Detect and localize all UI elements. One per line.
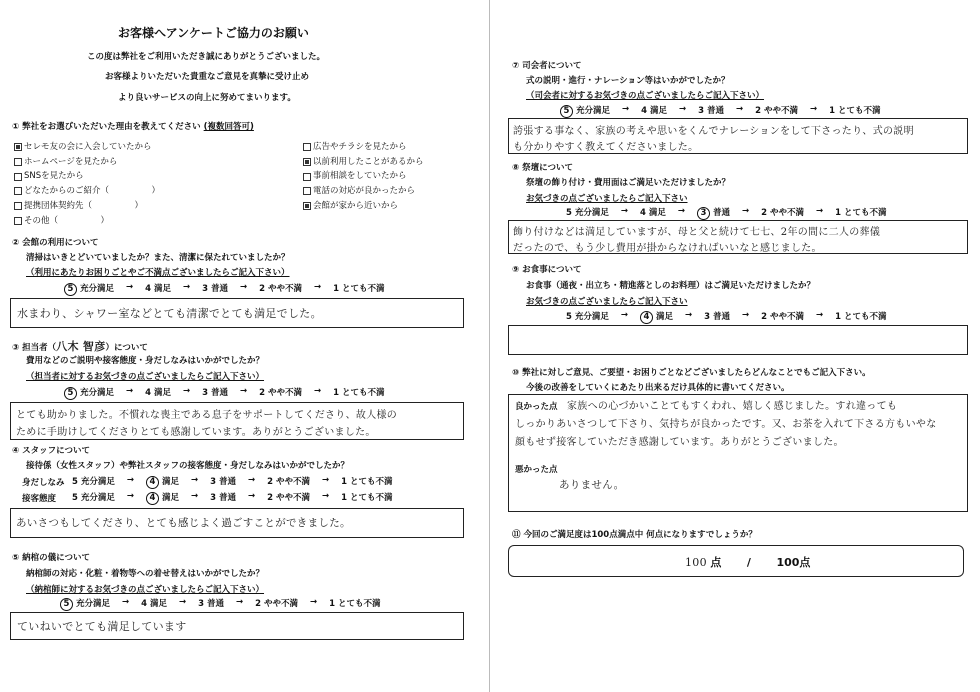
arrow: →	[684, 310, 693, 320]
arrow: →	[735, 104, 744, 114]
intro-line-1: この度は弊社をご利用いただき誠にありがとうございました。	[87, 52, 326, 62]
checkbox[interactable]	[303, 143, 311, 151]
q3-title: ③ 担当者（八木 智彦）について	[12, 340, 148, 353]
q3-answer-line-1: とても助かりました。不慣れな喪主である息子をサポートしてくださり、故人様の	[16, 410, 398, 421]
q8-title: ⑧ 祭壇について	[512, 163, 573, 173]
q7-question: 式の説明・進行・ナレーション等はいかがでしたか？	[526, 76, 730, 86]
bad-points-answer: ありません。	[559, 479, 625, 491]
scale-1[interactable]: 1 とても不満	[341, 477, 393, 487]
scale-5[interactable]: 5 充分満足	[72, 493, 115, 503]
q1-title	[12, 120, 254, 132]
arrow: →	[247, 491, 256, 501]
q11-title: ⑪ 今回のご満足度は100点満点中 何点になりますでしょうか？	[512, 530, 757, 540]
scale-4-selected[interactable]: 4 満足	[146, 475, 179, 489]
q7-scale	[560, 104, 880, 118]
q2-answer-box[interactable]	[10, 298, 464, 328]
q8-question: 祭壇の飾り付け・費用面はご満足いただけましたか？	[526, 178, 731, 188]
q9-instruction: お気づきの点ございましたらご記入下さい	[526, 297, 688, 307]
arrow: →	[309, 597, 318, 607]
checkbox-checked[interactable]	[14, 143, 22, 151]
q4-attitude-scale	[72, 491, 392, 505]
scale-1[interactable]: 1 とても不満	[835, 208, 887, 218]
scale-3[interactable]: 3 普通	[210, 493, 236, 503]
scale-3[interactable]: 3 普通	[202, 388, 228, 398]
score-value: 100	[685, 556, 707, 569]
scale-2[interactable]: 2 やや不満	[267, 477, 310, 487]
q5-instruction: （納棺師に対するお気づきの点ございましたらご記入下さい）	[26, 585, 265, 595]
selection-circle-icon: 5	[64, 283, 77, 296]
arrow: →	[677, 206, 685, 216]
arrow: →	[121, 597, 130, 607]
selection-circle-icon: 5	[64, 387, 77, 400]
scale-5[interactable]: 5 充分満足	[566, 208, 609, 218]
scale-4[interactable]: 4 満足	[640, 208, 666, 218]
arrow: →	[125, 386, 134, 396]
q3-instruction: （担当者に対するお気づきの点ございましたらご記入下さい）	[26, 372, 265, 382]
scale-2[interactable]: 2 やや不満	[761, 208, 804, 218]
q3-answer-box[interactable]	[10, 402, 464, 440]
checkbox[interactable]	[14, 217, 22, 225]
q8-instruction: お気づきの点ございましたらご記入下さい	[526, 194, 688, 204]
q4-title: ④ スタッフについて	[12, 446, 90, 456]
scale-3[interactable]: 3 普通	[704, 312, 730, 322]
scale-2[interactable]: 2 やや不満	[259, 284, 302, 294]
scale-5-selected[interactable]: 5 充分満足	[64, 282, 114, 296]
checkbox[interactable]	[14, 202, 22, 210]
arrow: →	[239, 386, 248, 396]
arrow: →	[182, 386, 191, 396]
selection-circle-icon: 4	[640, 311, 653, 324]
q5-answer-box[interactable]	[10, 612, 464, 640]
arrow: →	[621, 104, 630, 114]
scale-2[interactable]: 2 やや不満	[255, 599, 298, 609]
arrow: →	[313, 282, 322, 292]
q1-option[interactable]: 提携団体契約先（ ）	[14, 199, 160, 214]
q5-answer: ていねいでとても満足しています	[17, 620, 187, 633]
scale-5-selected[interactable]: 5 充分満足	[64, 386, 114, 400]
q1-option[interactable]: その他（ ）	[14, 214, 160, 229]
selection-circle-icon: 4	[146, 476, 159, 489]
arrow: →	[125, 282, 134, 292]
scale-4[interactable]: 4 満足	[641, 106, 667, 116]
scale-4[interactable]: 4 満足	[141, 599, 167, 609]
q3-scale	[64, 386, 384, 400]
scale-3[interactable]: 3 普通	[198, 599, 224, 609]
q1-option[interactable]: 会館が家から近いから	[303, 199, 424, 214]
q1-title-text: ① 弊社をお選びいただいた理由を教えてください	[12, 122, 201, 132]
q5-scale	[60, 597, 380, 611]
scale-1[interactable]: 1 とても不満	[333, 284, 385, 294]
q9-title: ⑨ お食事について	[512, 265, 582, 275]
scale-5[interactable]: 5 充分満足	[72, 477, 115, 487]
q9-answer-box[interactable]	[508, 325, 968, 355]
arrow: →	[190, 475, 199, 485]
scale-1[interactable]: 1 とても不満	[835, 312, 887, 322]
q7-instruction: （司会者に対するお気づきの点ございましたらご記入下さい）	[526, 91, 765, 101]
arrow: →	[815, 310, 824, 320]
q1-option[interactable]: ホームページを見たから	[14, 155, 160, 170]
checkbox[interactable]	[303, 187, 311, 195]
checkbox[interactable]	[303, 173, 311, 181]
scale-5[interactable]: 5 充分満足	[566, 312, 609, 322]
selection-circle-icon: 4	[146, 492, 159, 505]
bad-points-label: 悪かった点	[515, 465, 558, 475]
q8-answer-line-1: 飾り付けなどは満足していますが、母と父と続けて七七、2年の間に二人の葬儀	[513, 227, 881, 238]
q9-question: お食事（通夜・出立ち・精進落としのお料理）はご満足いただけましたか？	[526, 281, 816, 291]
q2-instruction: （利用にあたりお困りごとやご不満点ございましたらご記入下さい）	[26, 268, 290, 278]
q4-row-attitude-label: 接客態度	[22, 494, 57, 504]
checkbox[interactable]	[14, 173, 22, 181]
scale-1[interactable]: 1 とても不満	[329, 599, 381, 609]
q1-option[interactable]: 以前利用したことがあるから	[303, 155, 424, 170]
scale-3-selected[interactable]: 3 普通	[697, 206, 730, 220]
scale-4[interactable]: 4 満足	[145, 284, 171, 294]
q4-answer-box[interactable]	[10, 508, 464, 538]
good-points-label: 良かった点	[515, 402, 558, 412]
scale-4-selected[interactable]: 4 満足	[146, 491, 179, 505]
checkbox[interactable]	[14, 158, 22, 166]
good-points-line-3: 顔もせず接客していただき感謝しています。ありがとうございました。	[515, 437, 844, 448]
q5-title: ⑤ 納棺の儀について	[12, 553, 90, 563]
q1-option[interactable]: セレモ友の会に入会していたから	[14, 140, 160, 155]
scale-2[interactable]: 2 やや不満	[755, 106, 798, 116]
scale-3[interactable]: 3 普通	[202, 284, 228, 294]
q4-answer: あいさつもしてくださり、とても感じよく過ごすことができました。	[16, 517, 351, 529]
intro-line-2: お客様よりいただいた貴重なご意見を真摯に受け止め	[105, 72, 310, 82]
scale-2[interactable]: 2 やや不満	[267, 493, 310, 503]
q4-appearance-scale	[72, 475, 392, 489]
arrow: →	[126, 491, 134, 501]
good-points-line-2: しっかりあいさつして下さり、気持ちが良かったです。又、お茶を入れて下さる方もいやな	[515, 419, 937, 430]
score-slash: /	[746, 556, 751, 569]
q3-answer-line-2: ために手助けしてくださりとても感謝しています。ありがとうございました。	[16, 427, 376, 438]
selection-circle-icon: 5	[560, 105, 573, 118]
scale-4[interactable]: 4 満足	[145, 388, 171, 398]
score-max: 100点	[776, 556, 811, 569]
q1-option[interactable]: 事前相談をしていたから	[303, 169, 424, 184]
arrow: →	[239, 282, 248, 292]
arrow: →	[741, 206, 750, 216]
scale-5-selected[interactable]: 5 充分満足	[60, 597, 110, 611]
right-page	[490, 0, 980, 692]
arrow: →	[182, 282, 191, 292]
q9-scale	[566, 310, 886, 324]
intro-line-3: より良いサービスの向上に努めてまいります。	[118, 93, 296, 103]
q2-title: ② 会館の利用について	[12, 238, 99, 248]
q1-option[interactable]: 広告やチラシを見たから	[303, 140, 424, 155]
q8-answer-line-2: だったので、もう少し費用が掛からなければいいなと感じました。	[513, 243, 822, 254]
arrow: →	[321, 491, 330, 501]
scale-2[interactable]: 2 やや不満	[761, 312, 804, 322]
arrow: →	[247, 475, 256, 485]
scale-4-selected[interactable]: 4 満足	[640, 310, 673, 324]
checkbox-checked[interactable]	[303, 158, 311, 166]
q5-question: 納棺師の対応・化粧・着物等への着せ替えはいかがでしたか？	[26, 569, 265, 579]
q3-question: 費用などのご説明や接客態度・身だしなみはいかがでしたか？	[26, 356, 265, 366]
selection-circle-icon: 5	[60, 598, 73, 611]
q7-title: ⑦ 司会者について	[512, 61, 582, 71]
q8-scale	[566, 206, 886, 220]
scale-1[interactable]: 1 とても不満	[829, 106, 881, 116]
q2-question: 清掃はいきとどいていましたか？また、清潔に保たれていましたか？	[26, 253, 290, 263]
good-points-line-1: 家族への心づかいことてもすくわれ、嬉しく感じました。すれ違っても	[567, 401, 898, 412]
q1-options-left	[14, 140, 160, 228]
arrow: →	[321, 475, 330, 485]
arrow: →	[126, 475, 134, 485]
q1-note: (複数回答可)	[203, 122, 254, 132]
arrow: →	[809, 104, 818, 114]
staff-name: 八木 智彦	[56, 340, 106, 353]
q1-options-right	[303, 140, 424, 214]
arrow: →	[678, 104, 687, 114]
arrow: →	[178, 597, 187, 607]
q4-row-appearance-label: 身だしなみ	[22, 478, 65, 488]
q10-answer-box[interactable]	[508, 394, 968, 512]
q11-score-row	[685, 554, 810, 570]
selection-circle-icon: 3	[697, 207, 710, 220]
q7-answer-box[interactable]	[508, 118, 968, 154]
arrow: →	[190, 491, 199, 501]
arrow: →	[741, 310, 750, 320]
q1-option[interactable]: SNSを見たから	[14, 169, 160, 184]
checkbox-checked[interactable]	[303, 202, 311, 210]
q7-answer-line-1: 誇張する事なく、家族の考えや思いをくんでナレーションをして下さったり、式の説明	[513, 126, 914, 137]
q4-question: 接待係（女性スタッフ）や弊社スタッフの接客態度・身だしなみはいかがでしたか？	[26, 461, 350, 471]
q2-answer: 水まわり、シャワー室などとても清潔でとても満足でした。	[17, 307, 322, 320]
arrow: →	[815, 206, 824, 216]
q7-answer-line-2: も分かりやすく教えてくださいました。	[513, 142, 699, 153]
scale-3[interactable]: 3 普通	[210, 477, 236, 487]
survey-title: お客様へアンケートご協力のお願い	[118, 26, 309, 40]
q10-title: ⑩ 弊社に対しご意見、ご要望・お困りごとなどございましたらどんなことでもご記入下さい。	[512, 368, 871, 378]
checkbox[interactable]	[14, 187, 22, 195]
scale-1[interactable]: 1 とても不満	[333, 388, 385, 398]
q1-option[interactable]: 電話の対応が良かったから	[303, 184, 424, 199]
q2-scale	[64, 282, 384, 296]
q1-option[interactable]: どなたからのご紹介（ ）	[14, 184, 160, 199]
score-unit: 点	[710, 556, 722, 569]
q11-score-box[interactable]	[508, 545, 964, 577]
q10-question: 今後の改善をしていくにあたり出来るだけ具体的に書いてください。	[526, 383, 790, 393]
scale-5-selected[interactable]: 5 充分満足	[560, 104, 610, 118]
q8-answer-box[interactable]	[508, 220, 968, 254]
arrow: →	[313, 386, 322, 396]
arrow: →	[235, 597, 244, 607]
scale-2[interactable]: 2 やや不満	[259, 388, 302, 398]
arrow: →	[620, 206, 628, 216]
arrow: →	[620, 310, 628, 320]
scale-3[interactable]: 3 普通	[698, 106, 724, 116]
scale-1[interactable]: 1 とても不満	[341, 493, 393, 503]
